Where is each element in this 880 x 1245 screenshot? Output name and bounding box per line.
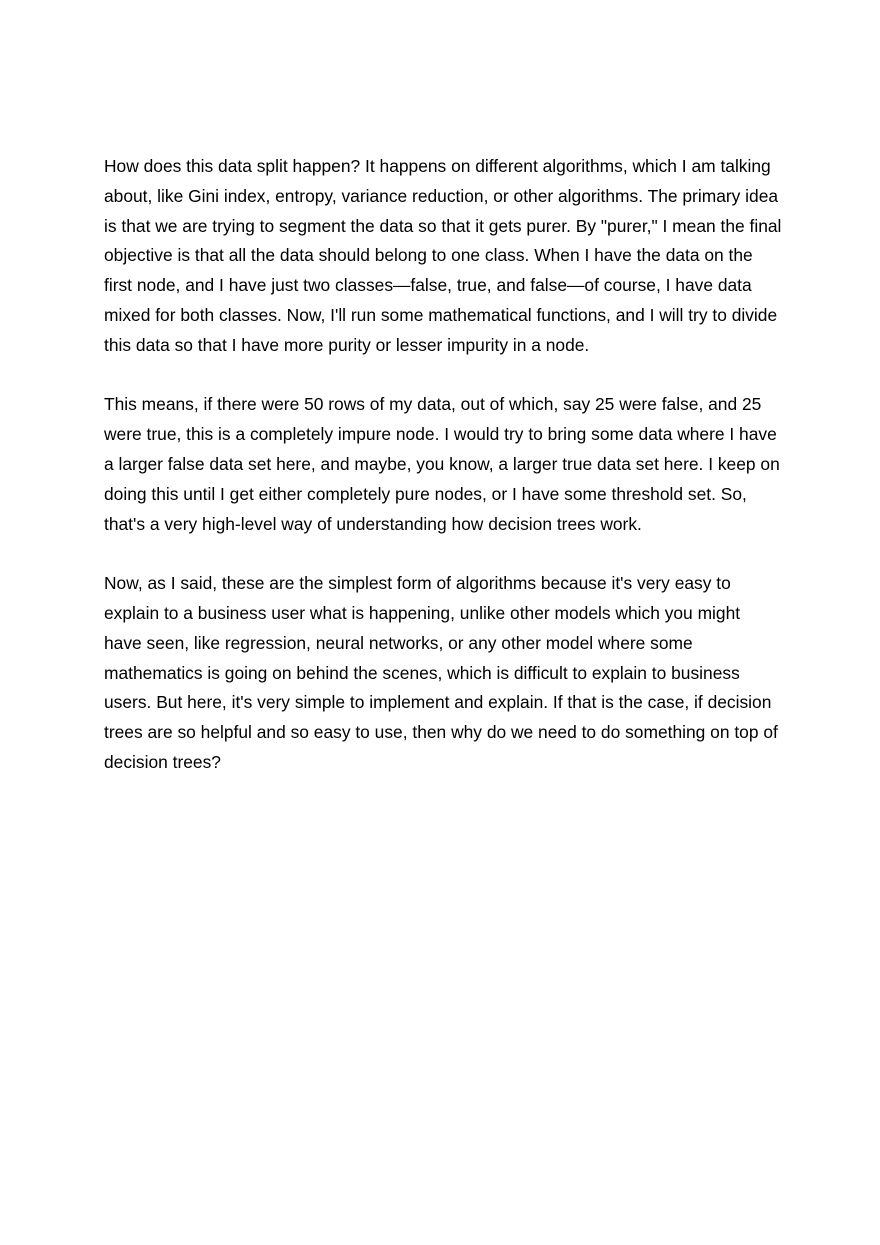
paragraph-3: Now, as I said, these are the simplest form of algorithms because it's very easy to explain to a business user what is happening, unlike other models which you might have seen, like regression, neural networks, or any other model where some mathematics is going on behind the scenes, which is difficult to explain to business users. But here, it's very simple to implement and explain. If that is the case, if decision trees are so helpful and so easy to use, then why do we need to do something on top of decision trees?: [104, 573, 778, 772]
paragraph-2: This means, if there were 50 rows of my data, out of which, say 25 were false, and 25 were true, this is a completely impure node. I would try to bring some data where I have a larger false data set here, and maybe, you know, a larger true data set here. I keep on doing this until I get either completely pure nodes, or I have some threshold set. So, that's a very high-level way of understanding how decision trees work.: [104, 394, 780, 534]
paragraph-1: How does this data split happen? It happens on different algorithms, which I am talking about, like Gini index, entropy, variance reduction, or other algorithms. The primary idea is that we are trying to segment the data so that it gets purer. By "purer," I mean the final objective is that all the data should belong to one class. When I have the data on the first node, and I have just two classes—false, true, and false—of course, I have data mixed for both classes. Now, I'll run some mathematical functions, and I will try to divide this data so that I have more purity or lesser impurity in a node.: [104, 156, 782, 355]
document-page: [104, 152, 784, 808]
